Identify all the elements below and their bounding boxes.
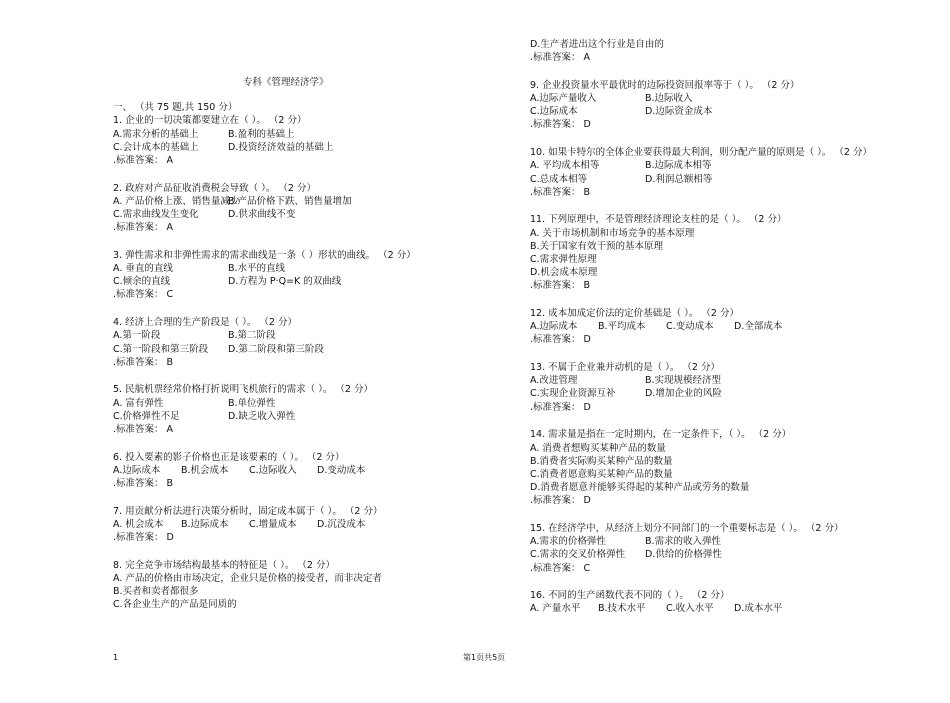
option-line: D.机会成本原理	[530, 267, 598, 279]
standard-answer: .标准答案： C	[113, 289, 174, 301]
standard-answer: .标准答案： D	[530, 334, 591, 346]
option-item: D.利润总额相等	[645, 173, 713, 185]
option-item: D.供求曲线不变	[228, 209, 296, 221]
option-row	[113, 208, 473, 221]
question-text: 2. 政府对产品征收消费税会导致（ ）。 （2 分）	[113, 182, 316, 194]
option-item: A.边际成本	[113, 464, 161, 476]
question-text: 6. 投入要素的影子价格也正是该要素的（ ）。 （2 分）	[113, 451, 345, 463]
question-block	[113, 451, 473, 491]
question-block	[530, 146, 920, 199]
left-question-list	[113, 114, 473, 611]
option-item: D.方程为 P·Q=K 的双曲线	[228, 276, 342, 288]
option-row	[530, 173, 920, 186]
option-line: B.消费者实际购买某种产品的数量	[530, 455, 673, 467]
option-item: D.缺乏收入弹性	[228, 410, 296, 422]
question-text: 3. 弹性需求和非弹性需求的需求曲线是一条（ ）形状的曲线。 （2 分）	[113, 249, 416, 261]
option-item: C.边际收入	[249, 464, 297, 476]
option-item: A.需求分析的基础上	[113, 128, 199, 140]
question-text: 1. 企业的一切决策都要建立在（ ）。 （2 分）	[113, 115, 307, 127]
option-item: B.单位弹性	[228, 397, 276, 409]
option-item: D.全部成本	[734, 321, 783, 333]
option-row	[530, 548, 920, 561]
option-item: A.边际产量收入	[530, 93, 597, 105]
option-item: C.价格弹性不足	[113, 410, 180, 422]
option-item: C.会计成本的基础上	[113, 141, 199, 153]
option-line: A. 消费者想购买某种产品的数量	[530, 442, 666, 454]
question-block	[530, 589, 920, 615]
question-text: 15. 在经济学中，从经济上划分不同部门的一个重要标志是（ ）。 （2 分）	[530, 522, 844, 534]
option-item: D.供给的价格弹性	[645, 549, 722, 561]
question-text: 8. 完全竞争市场结构最基本的特征是（ ）。 （2 分）	[113, 559, 335, 571]
option-item: A.边际成本	[530, 321, 578, 333]
option-row	[113, 343, 473, 356]
option-item: C.倾余的直线	[113, 276, 171, 288]
standard-answer: .标准答案： D	[113, 532, 174, 544]
option-item: D.增加企业的风险	[645, 388, 722, 400]
question-text: 7. 用贡献分析法进行决策分析时，固定成本属于（ ）。 （2 分）	[113, 505, 383, 517]
question-block	[113, 316, 473, 369]
option-line: D.生产者进出这个行业是自由的	[530, 39, 664, 50]
option-line: B.关于国家有效干预的基本原理	[530, 240, 664, 252]
option-item: C.增量成本	[249, 518, 297, 530]
option-item: D.边际资金成本	[645, 106, 713, 118]
option-item: A. 富有弹性	[113, 397, 164, 409]
right-column	[530, 38, 920, 630]
option-item: C.第一阶段和第三阶段	[113, 343, 209, 355]
question-text: 12. 成本加成定价法的定价基础是（ ）。 （2 分）	[530, 308, 739, 319]
standard-answer: .标准答案： A	[530, 52, 591, 64]
option-item: C.收入水平	[666, 603, 714, 615]
option-item: C.需求的交叉价格弹性	[530, 549, 626, 561]
standard-answer: .标准答案： D	[530, 119, 591, 131]
option-row	[530, 320, 920, 333]
option-item: A.改进管理	[530, 375, 578, 387]
option-item: B.实现规模经济型	[645, 375, 722, 387]
option-line: C.需求弹性原理	[530, 253, 597, 265]
standard-answer: .标准答案： D	[530, 495, 591, 507]
standard-answer: .标准答案： B	[530, 280, 591, 292]
option-line: C.消费者愿意购买某种产品的数量	[530, 468, 673, 480]
footer-page-info: 第1页共5页	[463, 653, 506, 662]
option-row	[113, 464, 473, 477]
standard-answer: .标准答案： A	[113, 222, 174, 234]
option-item: C.实现企业资源互补	[530, 388, 616, 400]
option-item: A. 垂直的直线	[113, 263, 173, 275]
option-item: A. 产品价格上涨、销售量减少	[113, 195, 240, 207]
question-block	[113, 114, 473, 167]
option-row	[530, 105, 920, 118]
standard-answer: .标准答案： D	[530, 401, 591, 413]
standard-answer: .标准答案： A	[113, 154, 174, 166]
question-block	[530, 522, 920, 575]
standard-answer: .标准答案： B	[530, 186, 591, 198]
option-item: B.水平的直线	[228, 263, 286, 275]
option-item: B.第二阶段	[228, 330, 276, 342]
question-block	[530, 38, 920, 64]
option-item: A. 机会成本	[113, 518, 164, 530]
option-row	[113, 128, 473, 141]
question-text: 9. 企业投资量水平最优时的边际投资回报率等于（ ）。 （2 分）	[530, 79, 800, 91]
option-item: B.边际收入	[645, 93, 693, 105]
option-line: C.各企业生产的产品是同质的	[113, 599, 237, 611]
standard-answer: .标准答案： B	[113, 478, 174, 490]
left-column	[113, 76, 473, 626]
option-item: A. 产量水平	[530, 603, 581, 615]
option-row	[113, 275, 473, 288]
option-row	[113, 141, 473, 154]
question-block	[530, 428, 920, 507]
option-line: A. 关于市场机制和市场竞争的基本原理	[530, 227, 695, 239]
option-item: C.变动成本	[666, 321, 714, 333]
option-row	[530, 374, 920, 387]
option-row	[113, 410, 473, 423]
question-block	[530, 79, 920, 132]
question-text: 11. 下列原理中，不是管理经济理论支柱的是（ ）。 （2 分）	[530, 214, 787, 226]
option-item: B.盈利的基础上	[228, 128, 295, 140]
section-header: 一、 （共 75 题,共 150 分）	[113, 102, 238, 114]
option-row	[530, 159, 920, 172]
right-question-list	[530, 38, 920, 616]
option-item: B.平均成本	[598, 321, 646, 333]
question-text: 13. 不属于企业兼并动机的是（ ）。 （2 分）	[530, 362, 720, 374]
option-item: D.成本水平	[734, 603, 783, 615]
question-text: 14. 需求量是指在一定时期内，在一定条件下，（ ）。 （2 分）	[530, 429, 792, 441]
option-item: B.边际成本相等	[645, 160, 712, 172]
standard-answer: .标准答案： A	[113, 423, 174, 435]
option-item: B.技术水平	[598, 603, 646, 615]
option-line: D.消费者愿意并能够买得起的某种产品或劳务的数量	[530, 482, 750, 494]
question-text: 10. 如果卡特尔的全体企业要获得最大利润，则分配产量的原则是（ ）。 （2 分）	[530, 147, 872, 159]
option-row	[530, 535, 920, 548]
question-block	[113, 559, 473, 612]
option-item: A.第一阶段	[113, 330, 161, 342]
option-item: B.需求的收入弹性	[645, 536, 722, 548]
option-row	[113, 195, 473, 208]
option-item: D.沉没成本	[317, 518, 366, 530]
option-row	[530, 92, 920, 105]
option-item: A. 平均成本相等	[530, 160, 600, 172]
question-block	[113, 249, 473, 302]
option-row	[113, 262, 473, 275]
option-row	[113, 397, 473, 410]
question-block	[113, 505, 473, 545]
option-item: D.第二阶段和第三阶段	[228, 343, 324, 355]
question-block	[113, 383, 473, 436]
option-row	[530, 602, 920, 615]
option-row	[530, 387, 920, 400]
question-block	[530, 307, 920, 347]
option-item: A.需求的价格弹性	[530, 536, 606, 548]
option-item: B.产品价格下跌、销售量增加	[228, 195, 352, 207]
option-item: D.变动成本	[317, 464, 366, 476]
question-text: 5. 民航机票经常价格打折说明飞机旅行的需求（ ）。 （2 分）	[113, 384, 373, 396]
option-row	[113, 518, 473, 531]
option-line: A. 产品的价格由市场决定，企业只是价格的接受者，而非决定者	[113, 572, 382, 584]
question-text: 16. 不同的生产函数代表不同的（ ）。 （2 分）	[530, 590, 730, 602]
option-item: C.边际成本	[530, 106, 578, 118]
standard-answer: .标准答案： B	[113, 356, 174, 368]
option-line: B.买者和卖者都很多	[113, 586, 199, 598]
question-block	[530, 213, 920, 292]
option-item: C.需求曲线发生变化	[113, 209, 199, 221]
option-item: D.投资经济效益的基础上	[228, 141, 334, 153]
question-text: 4. 经济上合理的生产阶段是（ ）。 （2 分）	[113, 317, 297, 329]
question-block	[530, 361, 920, 414]
question-block	[113, 182, 473, 235]
standard-answer: .标准答案： C	[530, 562, 591, 574]
option-item: C.总成本相等	[530, 173, 588, 185]
footer-page-number: 1	[113, 653, 119, 662]
document-title: 专科《管理经济学》	[243, 77, 329, 88]
option-item: B.机会成本	[181, 464, 229, 476]
option-item: B.边际成本	[181, 518, 229, 530]
option-row	[113, 329, 473, 342]
